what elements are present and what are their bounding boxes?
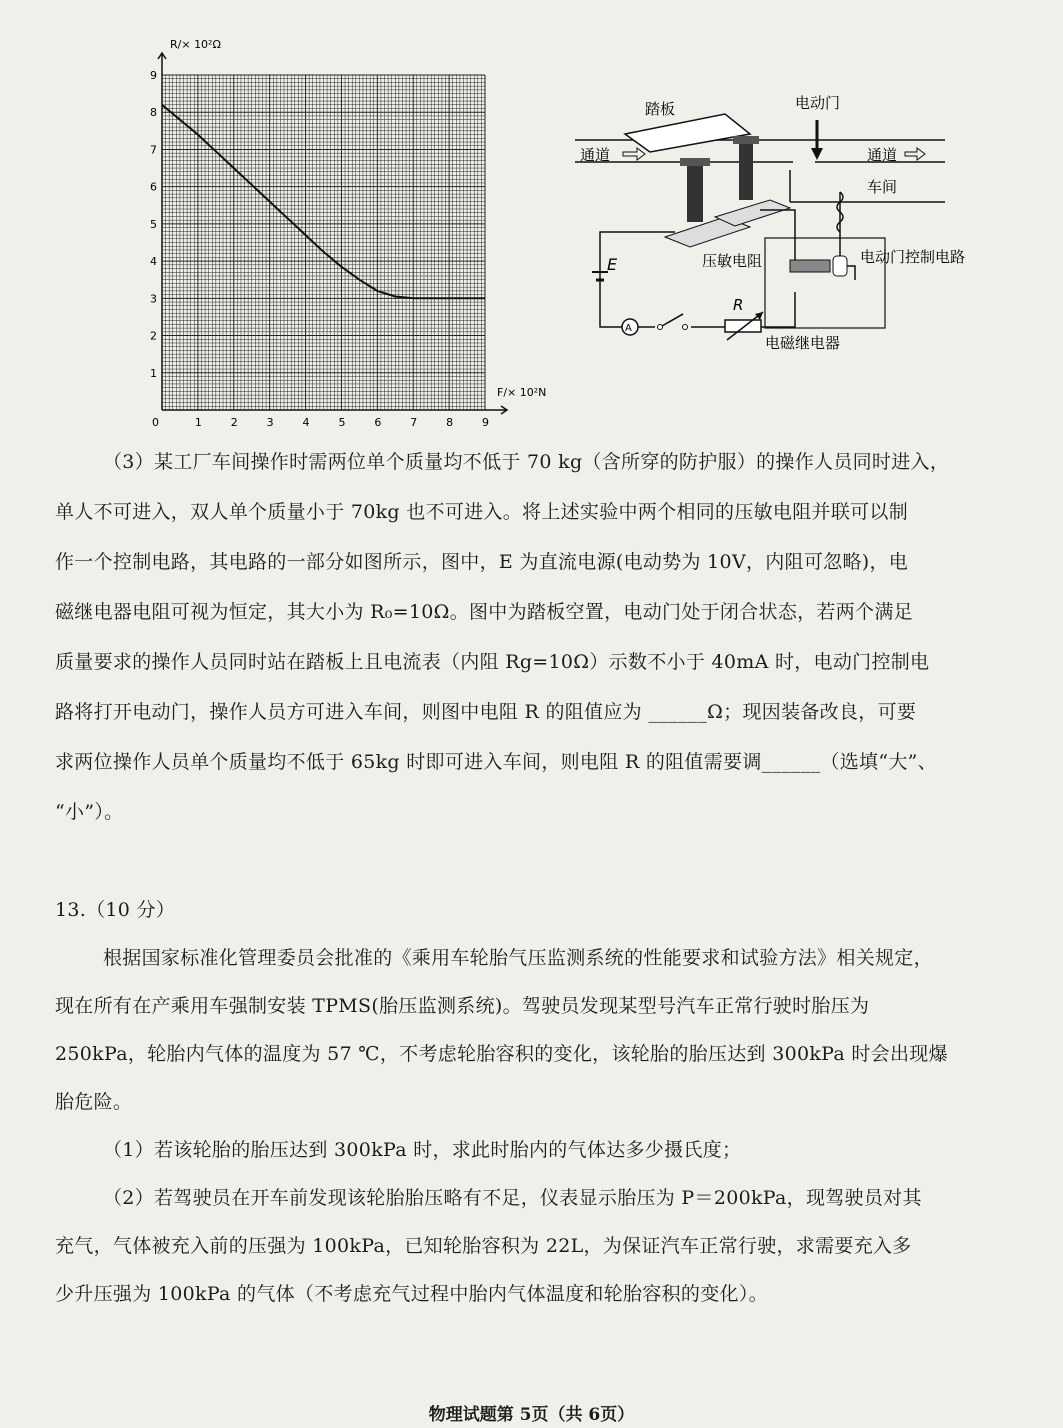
x-tick-label: 3: [266, 416, 274, 429]
rheostat: [725, 320, 761, 332]
x-tick-label: 1: [194, 416, 202, 429]
question-12-part-3: [55, 437, 1035, 837]
x-tick-label: 6: [374, 416, 382, 429]
x-tick-label: 5: [338, 416, 346, 429]
q13-line-3: 250kPa，轮胎内气体的温度为 57 ℃，不考虑轮胎容积的变化，该轮胎的胎压达到 300kPa 时会出现爆: [55, 1043, 948, 1065]
x-tick-label: 4: [302, 416, 310, 429]
y-tick-label: 2: [150, 329, 157, 343]
x-tick-label: 9: [482, 416, 489, 429]
pedal-label: 踏板: [645, 100, 676, 118]
pressure-resistor-label: 压敏电阻: [702, 252, 763, 270]
relay-coil: [833, 256, 847, 276]
y-tick-label: 7: [150, 143, 157, 157]
y-tick-label: 5: [150, 217, 157, 231]
y-axis-label: R/× 10²Ω: [170, 40, 221, 51]
q13-line-7: 充气，气体被充入前的压强为 100kPa，已知轮胎容积为 22L，为保证汽车正常行驶，求需要充入多: [55, 1235, 912, 1257]
q12-line-6: 路将打开电动门，操作人员方可进入车间，则图中电阻 R 的阻值应为 ______Ω；现因装备改良，可要: [55, 701, 917, 723]
x-tick-label: 7: [410, 416, 418, 429]
pressure-resistor-2: [715, 200, 790, 226]
q12-line-4: 磁继电器电阻可视为恒定，其大小为 R₀=10Ω。图中为踏板空置，电动门处于闭合状态，若两个满足: [55, 601, 913, 623]
pedal-plate: [625, 114, 750, 152]
question-13: [55, 886, 1035, 1318]
q13-line-4: 胎危险。: [55, 1091, 133, 1113]
q13-sub-2: （2）若驾驶员在开车前发现该轮胎胎压略有不足，仪表显示胎压为 P＝200kPa，现驾驶员对其: [103, 1187, 922, 1209]
q13-heading: 13.（10 分）: [55, 899, 176, 921]
channel-right-label: 通道: [867, 146, 898, 164]
q13-line-2: 现在所有在产乘用车强制安装 TPMS(胎压监测系统)。驾驶员发现某型号汽车正常行驶时胎压为: [55, 995, 870, 1017]
y-tick-label: 3: [150, 292, 157, 306]
x-tick-label: 0: [152, 416, 159, 429]
x-tick-label: 8: [446, 416, 454, 429]
q12-line-8: “小”）。: [55, 801, 124, 823]
door-label: 电动门: [795, 94, 841, 112]
relay-armature: [790, 260, 830, 272]
control-circuit-diagram: [565, 92, 995, 362]
x-axis-label: F/× 10²N: [497, 386, 547, 399]
door-circuit-label: 电动门控制电路: [860, 248, 966, 266]
channel-left-label: 通道: [580, 146, 611, 164]
y-tick-label: 9: [150, 69, 157, 82]
q12-line-3: 作一个控制电路，其电路的一部分如图所示，图中，E 为直流电源(电动势为 10V，内阻可忽略)，电: [55, 551, 909, 573]
y-tick-label: 6: [150, 180, 157, 194]
y-tick-label: 8: [150, 106, 157, 120]
pedal-pillar-left: [687, 162, 703, 222]
y-tick-label: 1: [150, 366, 157, 380]
ammeter-label: A: [625, 323, 632, 334]
x-tick-label: 2: [230, 416, 238, 429]
q13-line-1: 根据国家标准化管理委员会批准的《乘用车轮胎气压监测系统的性能要求和试验方法》相关规定，: [103, 947, 933, 969]
y-tick-labels: [150, 69, 157, 380]
page-footer: 物理试题第 5页（共 6页）: [428, 1405, 635, 1425]
y-tick-label: 4: [150, 255, 157, 269]
x-tick-labels: [152, 416, 489, 429]
relay-label: 电磁继电器: [765, 334, 841, 352]
emf-label: E: [607, 255, 618, 274]
graph-grid: [162, 75, 485, 410]
pedal-pillar-right: [739, 140, 753, 200]
graph-axes: [158, 53, 507, 414]
q12-line-7: 求两位操作人员单个质量均不低于 65kg 时即可进入车间，则电阻 R 的阻值需要调______（选填“大”、: [55, 751, 937, 773]
q12-line-2: 单人不可进入，双人单个质量小于 70kg 也不可进入。将上述实验中两个相同的压敏电阻并联可以制: [55, 501, 909, 523]
workshop-label: 车间: [867, 178, 898, 196]
rheostat-label: R: [733, 296, 744, 314]
q12-line-1: （3）某工厂车间操作时需两位单个质量均不低于 70 kg（含所穿的防护服）的操作人员同时进入，: [103, 451, 950, 473]
q13-sub-1: （1）若该轮胎的胎压达到 300kPa 时，求此时胎内的气体达多少摄氏度；: [103, 1139, 742, 1161]
q13-line-8: 少升压强为 100kPa 的气体（不考虑充气过程中胎内气体温度和轮胎容积的变化）。: [55, 1283, 768, 1305]
q12-line-5: 质量要求的操作人员同时站在踏板上且电流表（内阻 Rg=10Ω）示数不小于 40mA 时，电动门控制电: [55, 651, 930, 673]
resistance-force-graph: [100, 40, 550, 440]
